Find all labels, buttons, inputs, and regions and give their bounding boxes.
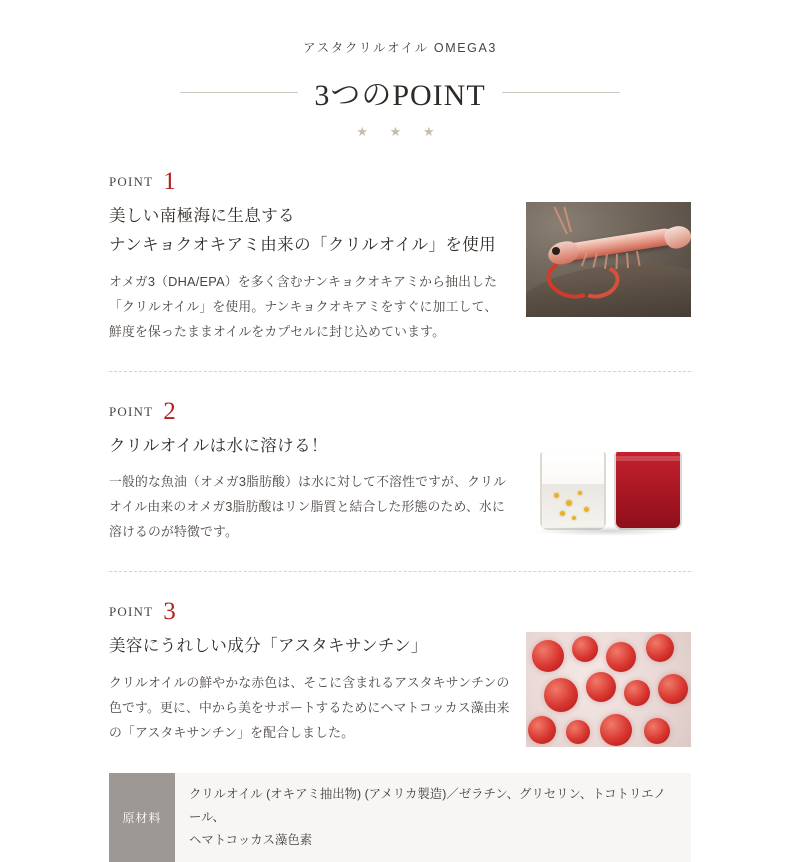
glass-red-highlight <box>616 456 680 461</box>
point-label-1 <box>109 166 691 195</box>
oil-droplet <box>578 491 582 495</box>
krill-photo-eye <box>552 247 560 255</box>
point-heading-line2-1: ナンキョクオキアミ由来の「クリルオイル」を使用 <box>109 235 497 254</box>
ingredients-value <box>175 773 691 862</box>
point-heading-line1-2: クリルオイルは水に溶ける！ <box>109 436 328 455</box>
ingredients-label: 原材料 <box>109 773 175 862</box>
glasses-shadow <box>532 526 682 536</box>
title-rule-right <box>502 92 620 93</box>
point-number-3: 3 <box>163 598 176 626</box>
two-glasses-photo-inner <box>526 432 691 542</box>
point-section-2 <box>109 396 691 546</box>
point-word-1: POINT <box>109 174 154 189</box>
point-text-2 <box>109 432 526 546</box>
glass-water-liquid <box>542 484 604 528</box>
point-section-1 <box>109 166 691 345</box>
oil-droplet <box>554 493 559 498</box>
section-divider-1 <box>109 371 691 372</box>
krill-photo <box>526 202 691 317</box>
point-word-3: POINT <box>109 604 154 620</box>
point-label-3 <box>109 596 691 626</box>
section-divider-2 <box>109 571 691 572</box>
page-header <box>0 0 800 140</box>
title-rule-left <box>180 92 298 93</box>
oil-droplet <box>560 511 565 516</box>
point-number-2: 2 <box>163 397 176 425</box>
oil-droplet <box>566 500 572 506</box>
page-title: 3つのPOINT <box>314 79 486 112</box>
point-word-2: POINT <box>109 403 154 419</box>
glass-water-oil <box>540 452 606 530</box>
point-body-3 <box>109 632 691 747</box>
ingredients-line-2: ヘマトコッカス藻色素 <box>189 833 313 848</box>
oil-droplet <box>584 507 589 512</box>
ingredients-line-1: クリルオイル (オキアミ抽出物) (アメリカ製造)／ゼラチン、グリセリン、トコトリエノール、 <box>189 787 666 825</box>
point-paragraph-1: オメガ3（DHA/EPA）を多く含むナンキョクオキアミから抽出した「クリルオイル」を使用。ナンキョクオキアミをすぐに加工して、鮮度を保ったままオイルをカプセルに封じ込めています。 <box>109 273 498 339</box>
point-body-1 <box>109 202 691 345</box>
page-title-row <box>0 70 800 114</box>
astaxanthin-cells-photo <box>526 632 691 747</box>
point-body-2 <box>109 432 691 546</box>
product-kicker: アスタクリルオイル OMEGA3 <box>303 41 497 55</box>
point-label-2 <box>109 396 691 425</box>
point-paragraph-2: 一般的な魚油（オメガ3脂肪酸）は水に対して不溶性ですが、クリルオイル由来のオメガ3脂肪酸はリン脂質と結合した形態のため、水に溶けるのが特徴です。 <box>109 474 507 540</box>
point-text-1 <box>109 202 526 345</box>
point-heading-line1-1: 美しい南極海に生息する <box>109 207 295 225</box>
point-section-3 <box>109 596 691 747</box>
point-number-1: 1 <box>163 168 176 195</box>
oil-droplet <box>572 516 576 520</box>
two-glasses-photo <box>526 432 691 542</box>
point-text-3 <box>109 632 526 746</box>
point-heading-line1-3: 美容にうれしい成分「アスタキサンチン」 <box>109 637 428 656</box>
point-paragraph-3: クリルオイルの鮮やかな赤色は、そこに含まれるアスタキサンチンの色です。更に、中から美をサポートするためにヘマトコッカス藻由来の「アスタキサンチン」を配合しました。 <box>109 675 510 741</box>
glass-krill-oil-dissolved <box>614 452 682 530</box>
stars-decoration: ★ ★ ★ <box>356 124 444 139</box>
ingredients-panel <box>109 773 691 862</box>
